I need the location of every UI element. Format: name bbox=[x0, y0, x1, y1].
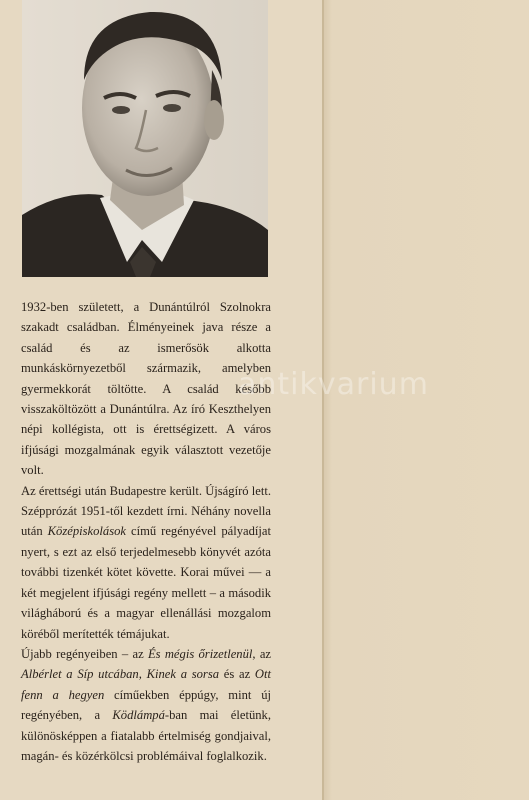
bio-text: Az érettségi után Budapestre került. Újságíró lett. Szépprózát 1951-től kezdett írni. Néhány novella után bbox=[21, 483, 271, 539]
author-photo bbox=[22, 0, 268, 277]
bio-text: Újabb regényeiben – az bbox=[21, 646, 148, 661]
bio-text: című regényével pályadíjat nyert, s ezt az első terjedelmesebb könyvét azóta további tizenkét kötet követte. Korai művei — a két megjelent ifjúsági regény mellett – a második világháború és a magyar ellenállási mozgalom köréből merítették témájukat. bbox=[21, 524, 271, 641]
watermark: antikvarium bbox=[238, 367, 429, 402]
book-title: Albérlet a Síp utcában, Kinek a sorsa bbox=[21, 667, 220, 682]
bio-paragraph-3 bbox=[21, 644, 271, 766]
bio-paragraph-1: 1932-ben született, a Dunántúlról Szolnokra szakadt családban. Élményeinek java része a család és az ismerősök alkotta munkáskörnyezetből származik, amelyben gyermekkorát töltötte. A család később visszaköltözött a Dunántúlra. Az író Keszthelyen népi kollégista, ott is érettségizett. A város ifjúsági mozgalmának egyik választott vezetője volt. bbox=[21, 300, 271, 478]
author-biography bbox=[21, 297, 271, 766]
bio-text: -ban mai életünk, különösképpen a fiatalabb értelmiség gondjaival, magán- és közérkölcsi problémáival foglalkozik. bbox=[21, 708, 271, 763]
bio-text: és az bbox=[219, 667, 255, 682]
book-title: És mégis őrizetlenül bbox=[147, 646, 253, 661]
bio-paragraph-2 bbox=[21, 481, 271, 644]
bio-text: , az bbox=[252, 646, 271, 661]
book-title: Középiskolások bbox=[47, 524, 127, 539]
book-title: Ott fenn a hegyen bbox=[21, 667, 271, 702]
book-title: Ködlámpá bbox=[112, 708, 165, 723]
bio-text: címűekben éppúgy, mint új regényében, a bbox=[21, 687, 272, 723]
